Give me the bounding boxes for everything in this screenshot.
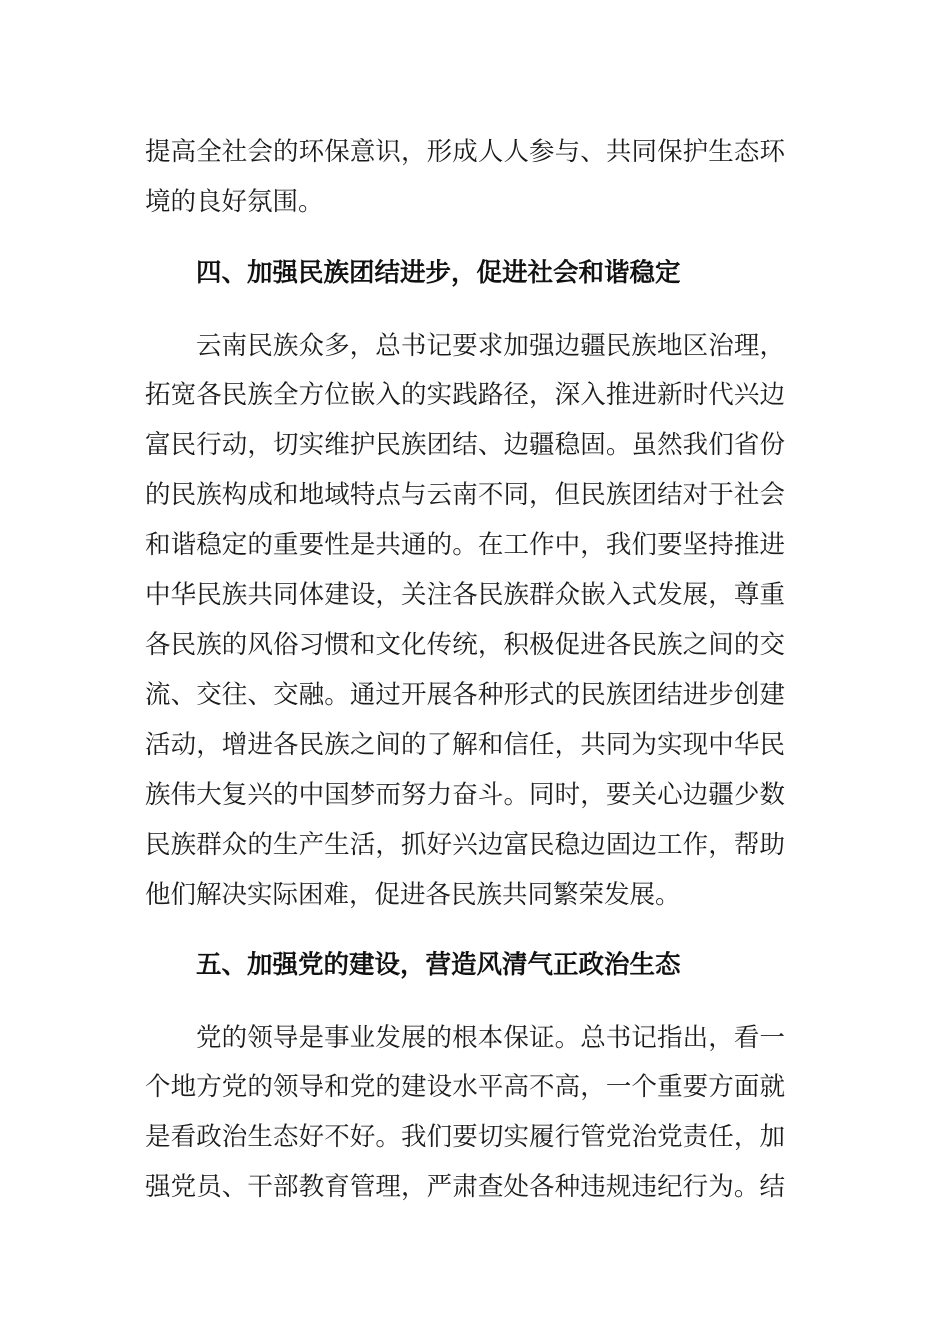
section-heading-4: 四、加强民族团结进步，促进社会和谐稳定 [196,258,681,288]
paragraph-line: 党的领导是事业发展的根本保证。总书记指出，看一 [196,1023,785,1053]
paragraph-line: 和谐稳定的重要性是共通的。在工作中，我们要坚持推进 [145,530,785,560]
paragraph-line: 个地方党的领导和党的建设水平高不高，一个重要方面就 [145,1072,785,1102]
paragraph-line: 拓宽各民族全方位嵌入的实践路径，深入推进新时代兴边 [145,380,785,410]
paragraph-line: 流、交往、交融。通过开展各种形式的民族团结进步创建 [145,680,785,710]
paragraph-line: 各民族的风俗习惯和文化传统，积极促进各民族之间的交 [145,630,785,660]
paragraph-line: 他们解决实际困难，促进各民族共同繁荣发展。 [145,880,681,910]
paragraph-line: 民族群众的生产生活，抓好兴边富民稳边固边工作，帮助 [145,830,785,860]
paragraph-line: 活动，增进各民族之间的了解和信任，共同为实现中华民 [145,730,785,760]
paragraph-line: 云南民族众多，总书记要求加强边疆民族地区治理， [196,331,785,361]
paragraph-line: 富民行动，切实维护民族团结、边疆稳固。虽然我们省份 [145,430,785,460]
paragraph-line: 提高全社会的环保意识，形成人人参与、共同保护生态环 [145,137,785,167]
paragraph-line: 境的良好氛围。 [145,187,324,217]
paragraph-line: 族伟大复兴的中国梦而努力奋斗。同时，要关心边疆少数 [145,780,785,810]
paragraph-line: 中华民族共同体建设，关注各民族群众嵌入式发展，尊重 [145,580,785,610]
paragraph-line: 强党员、干部教育管理，严肃查处各种违规违纪行为。结 [145,1172,785,1202]
paragraph-line: 是看政治生态好不好。我们要切实履行管党治党责任，加 [145,1122,785,1152]
paragraph-line: 的民族构成和地域特点与云南不同，但民族团结对于社会 [145,480,785,510]
section-heading-5: 五、加强党的建设，营造风清气正政治生态 [196,950,681,980]
